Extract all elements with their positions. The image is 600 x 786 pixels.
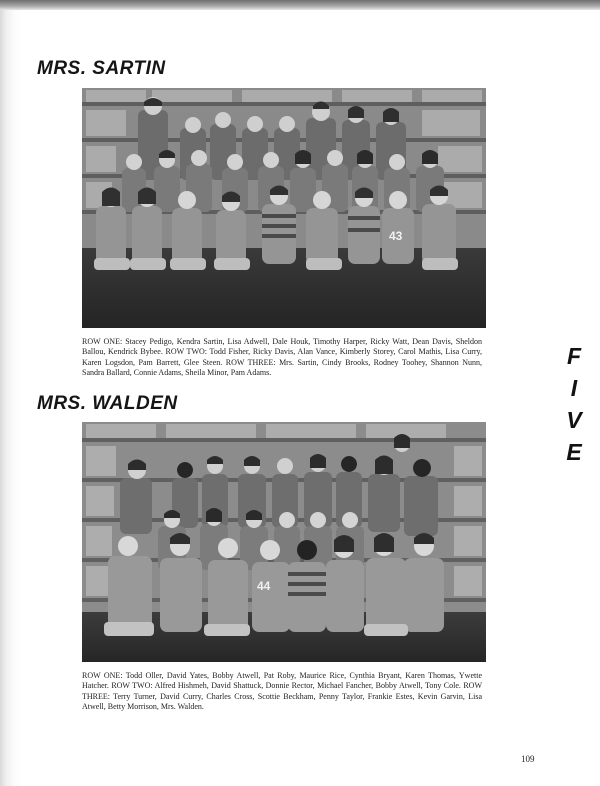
section-title-sartin: MRS. SARTIN [37, 58, 166, 79]
class-photo-walden [82, 422, 486, 662]
page-top-shadow [0, 0, 600, 10]
section-title-walden: MRS. WALDEN [37, 393, 178, 414]
caption-walden: ROW ONE: Todd Oller, David Yates, Bobby Atwell, Pat Roby, Maurice Rice, Cynthia Bryant, Karen Thomas, Ywette Hatcher. ROW TWO: Alfred Hishmeh, David Shattuck, Donnie Rector, Michael Fancher, Bobby Atwell, Tony Cole. ROW THREE: Terry Turner, David Curry, Charles Cross, Scottie Beckham, Penny Taylor, Frankie Estes, Kevin Garvin, Lisa Atwell, Betty Morrison, Mrs. Walden. [82, 671, 482, 712]
page-number: 109 [521, 754, 535, 764]
jersey-number-sartin: 43 [389, 229, 403, 243]
class-photo-sartin-image [82, 88, 486, 328]
grade-letter-2: I [570, 375, 578, 401]
class-photo-walden-image [82, 422, 486, 662]
grade-letter-4: E [566, 439, 582, 465]
grade-word-five [562, 340, 586, 468]
caption-sartin: ROW ONE: Stacey Pedigo, Kendra Sartin, Lisa Adwell, Dale Houk, Timothy Harper, Ricky Watt, Dean Davis, Sheldon Ballou, Kendrick Bybee. ROW TWO: Todd Fisher, Ricky Davis, Alan Vance, Kimberly Storey, Carol Mathis, Lisa Curry, Karen Logsdon, Pam Barrett, Glee Steen. ROW THREE: Mrs. Sartin, Cindy Brooks, Rodney Toohey, Shannon Nunn, Sandra Ballard, Connie Adams, Sheila Minor, Pam Adams. [82, 337, 482, 378]
grade-letter-1: F [566, 343, 582, 369]
grade-letter-3: V [566, 407, 582, 433]
jersey-number-walden: 44 [257, 579, 271, 593]
class-photo-sartin [82, 88, 486, 328]
